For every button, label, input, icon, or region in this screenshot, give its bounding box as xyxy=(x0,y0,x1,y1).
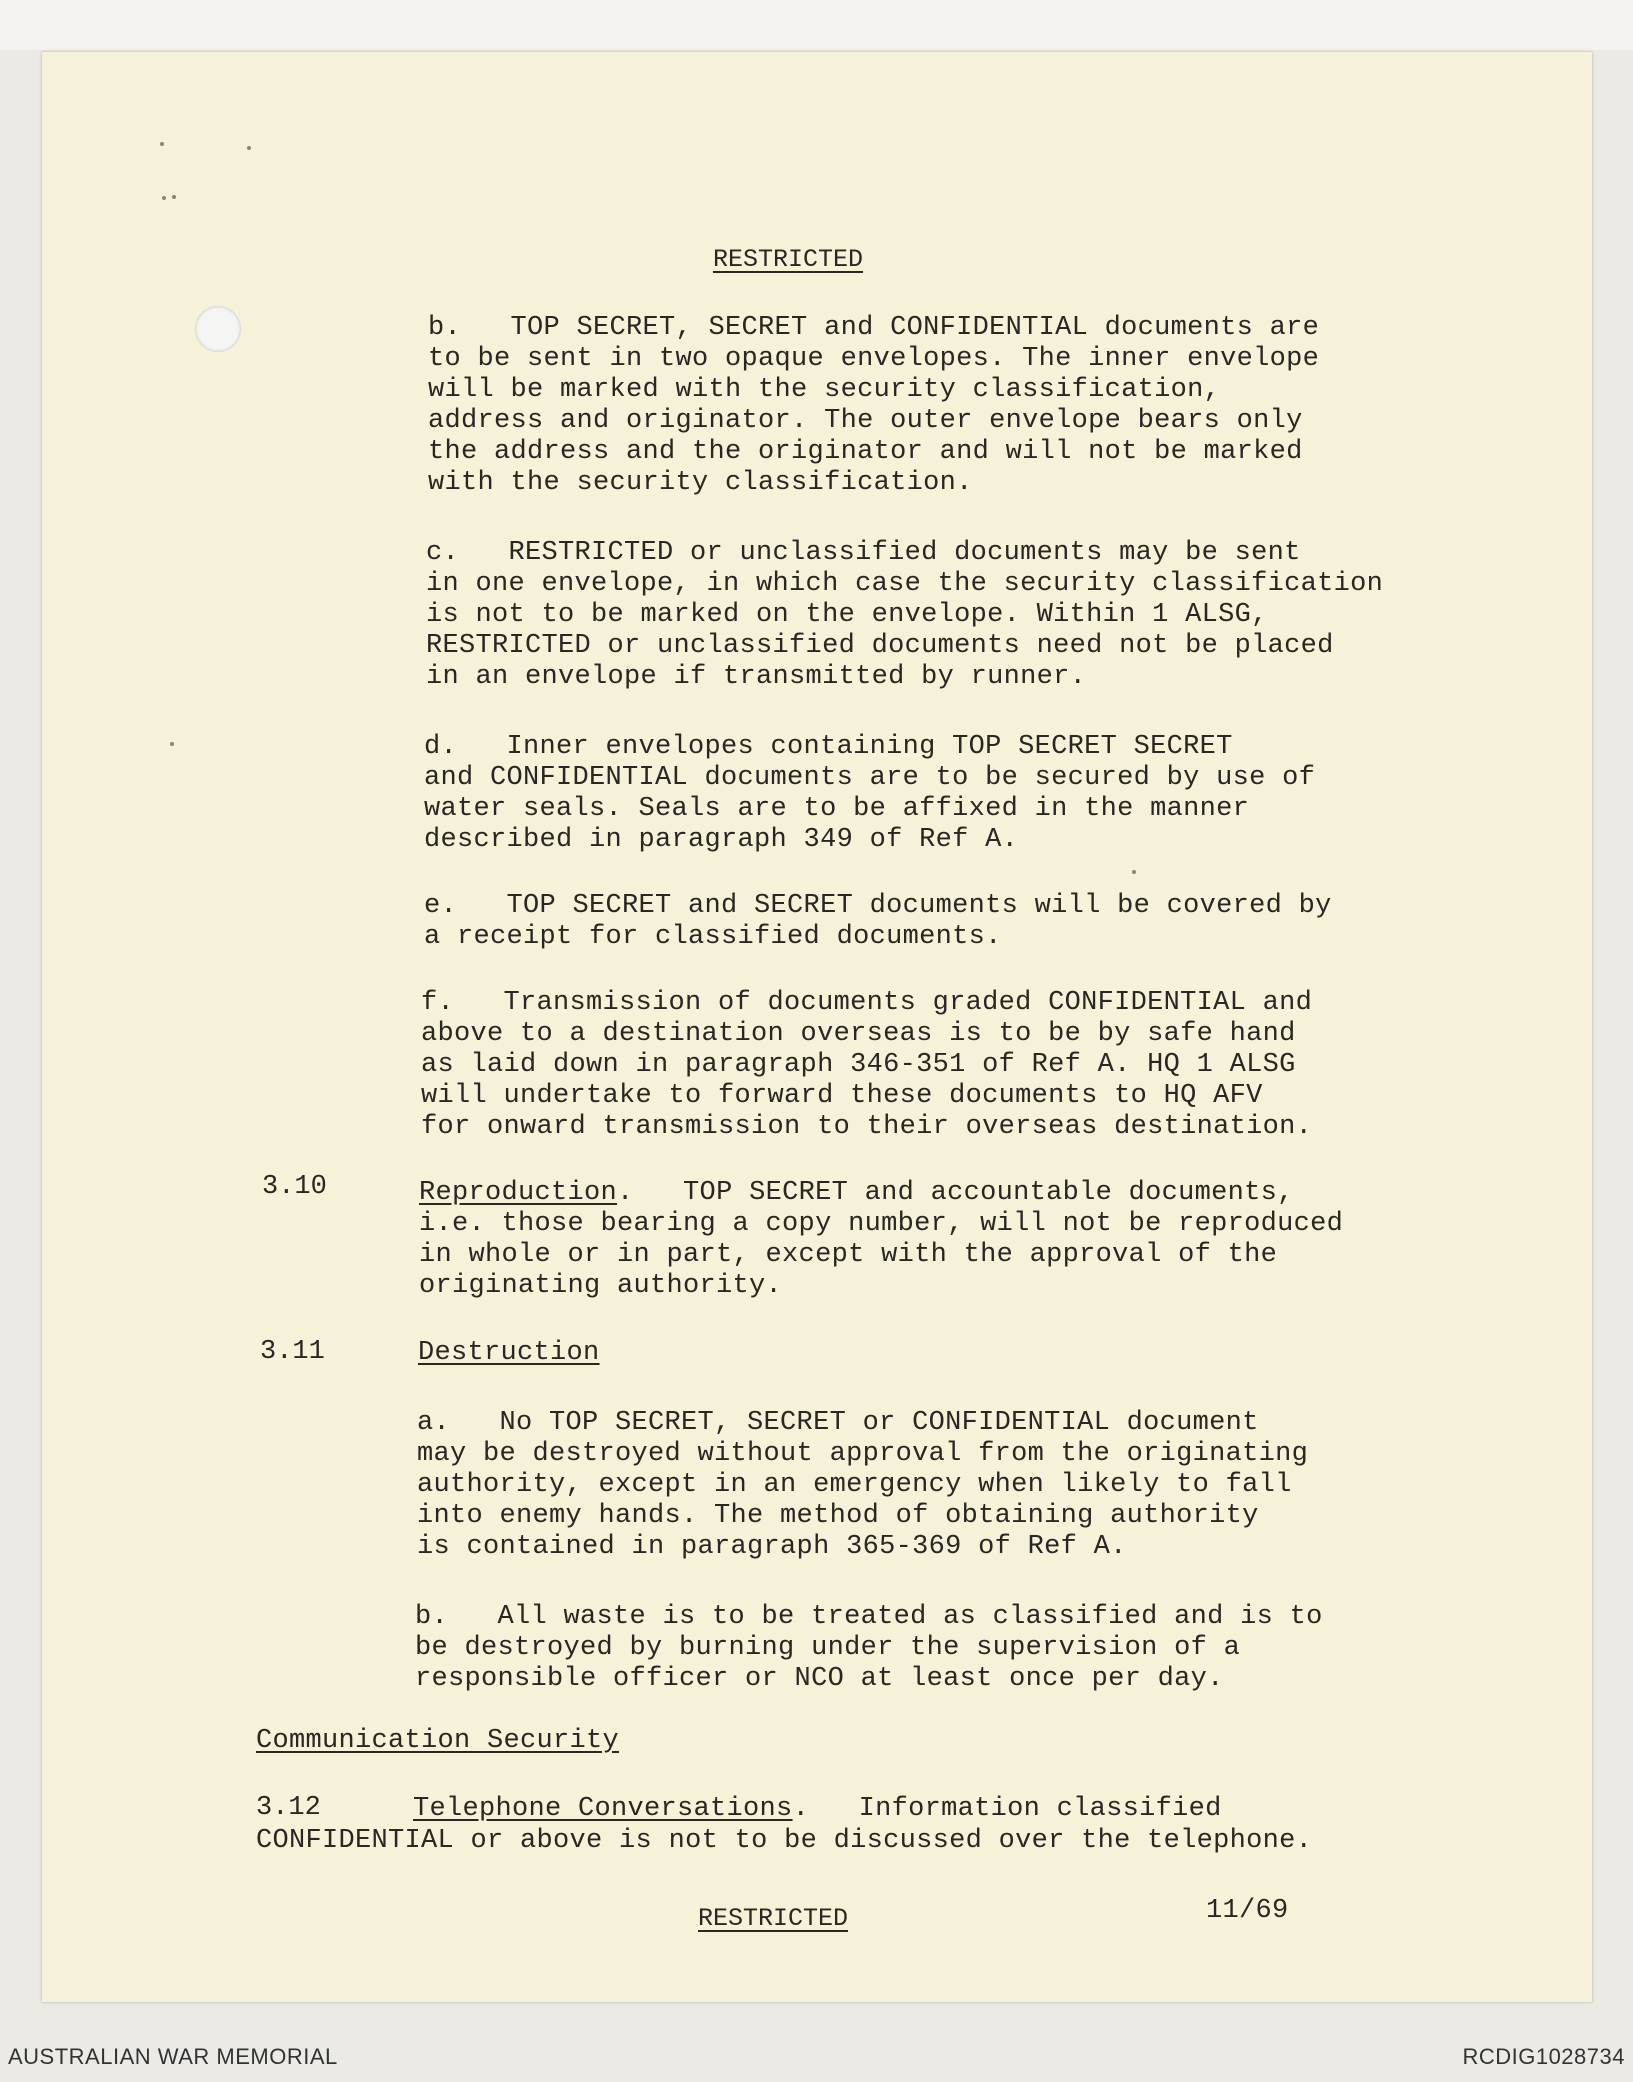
top-band xyxy=(0,0,1633,50)
section-heading-line xyxy=(419,1178,1294,1208)
paragraph-line: water seals. Seals are to be affixed in the manner xyxy=(424,794,1250,824)
paragraph-line: and CONFIDENTIAL documents are to be secured by use of xyxy=(424,763,1316,793)
paragraph-line: will undertake to forward these documents to HQ AFV xyxy=(421,1081,1263,1111)
paragraph-line: originating authority. xyxy=(419,1271,783,1301)
paragraph-line: in one envelope, in which case the security classification xyxy=(426,569,1384,599)
paper-speck xyxy=(172,195,176,199)
paragraph-line: c. RESTRICTED or unclassified documents may be sent xyxy=(426,538,1301,568)
paragraph-line: is contained in paragraph 365-369 of Ref A. xyxy=(417,1532,1127,1562)
paragraph-line: is not to be marked on the envelope. Within 1 ALSG, xyxy=(426,600,1268,630)
section-heading: Reproduction xyxy=(419,1178,618,1208)
section-heading: Destruction xyxy=(418,1338,600,1368)
paragraph-line: a receipt for classified documents. xyxy=(424,922,1002,952)
paper-speck xyxy=(247,146,251,150)
paper-speck xyxy=(162,196,166,200)
section-number: 3.11 xyxy=(260,1337,325,1367)
paragraph-line: RESTRICTED or unclassified documents need not be placed xyxy=(426,631,1334,661)
paragraph-line: in whole or in part, except with the approval of the xyxy=(419,1240,1278,1270)
paragraph-line: will be marked with the security classification, xyxy=(428,375,1221,405)
paragraph-line: to be sent in two opaque envelopes. The inner envelope xyxy=(428,344,1320,374)
paragraph-line: be destroyed by burning under the supervision of a xyxy=(415,1633,1241,1663)
paragraph-line: in an envelope if transmitted by runner. xyxy=(426,662,1087,692)
paragraph-line: above to a destination overseas is to be by safe hand xyxy=(421,1019,1296,1049)
paragraph-line: into enemy hands. The method of obtaining authority xyxy=(417,1501,1259,1531)
archive-id: RCDIG1028734 xyxy=(1462,2044,1625,2069)
heading-line-rest: . TOP SECRET and accountable documents, xyxy=(617,1178,1294,1208)
top-classification-marking: RESTRICTED xyxy=(713,245,864,274)
section-number: 3.12 xyxy=(256,1793,321,1823)
paragraph-line: b. All waste is to be treated as classified and is to xyxy=(415,1602,1323,1632)
paragraph-line: responsible officer or NCO at least once per day. xyxy=(415,1664,1224,1694)
punch-hole xyxy=(195,306,241,352)
communication-security-heading: Communication Security xyxy=(256,1726,620,1756)
paragraph-line: a. No TOP SECRET, SECRET or CONFIDENTIAL document xyxy=(417,1408,1259,1438)
paragraph-line: address and originator. The outer envelope bears only xyxy=(428,406,1303,436)
archive-credit: AUSTRALIAN WAR MEMORIAL xyxy=(8,2044,338,2069)
paragraph-line: b. TOP SECRET, SECRET and CONFIDENTIAL documents are xyxy=(428,313,1320,343)
paragraph-line: described in paragraph 349 of Ref A. xyxy=(424,825,1019,855)
page-number: 11/69 xyxy=(1206,1896,1289,1926)
section-heading-line xyxy=(413,1794,1222,1824)
paragraph-line: i.e. those bearing a copy number, will not be reproduced xyxy=(419,1209,1344,1239)
section-number: 3.10 xyxy=(262,1172,327,1202)
heading-line-rest: . Information classified xyxy=(792,1794,1222,1824)
paragraph-line: authority, except in an emergency when likely to fall xyxy=(417,1470,1292,1500)
section-heading: Telephone Conversations xyxy=(413,1794,793,1824)
paragraph-line: may be destroyed without approval from the originating xyxy=(417,1439,1309,1469)
paragraph-line: the address and the originator and will not be marked xyxy=(428,437,1303,467)
paragraph-line: f. Transmission of documents graded CONFIDENTIAL and xyxy=(421,988,1313,1018)
paragraph-line: e. TOP SECRET and SECRET documents will be covered by xyxy=(424,891,1332,921)
paragraph-line: with the security classification. xyxy=(428,468,973,498)
bottom-classification-marking: RESTRICTED xyxy=(698,1904,849,1933)
paper-speck xyxy=(1132,870,1136,874)
paper-speck xyxy=(170,742,174,746)
paragraph-line: for onward transmission to their overseas destination. xyxy=(421,1112,1313,1142)
paper-speck xyxy=(160,142,164,146)
paragraph-line: as laid down in paragraph 346-351 of Ref A. HQ 1 ALSG xyxy=(421,1050,1296,1080)
paragraph-line: d. Inner envelopes containing TOP SECRET SECRET xyxy=(424,732,1233,762)
paragraph-line: CONFIDENTIAL or above is not to be discussed over the telephone. xyxy=(256,1826,1313,1856)
